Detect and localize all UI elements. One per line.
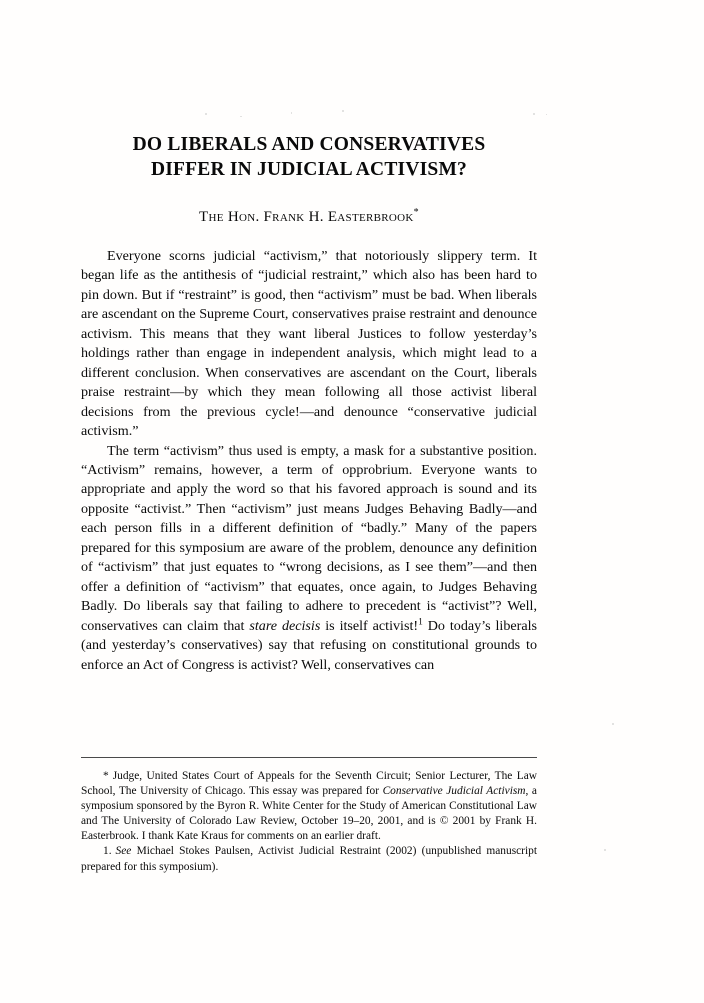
footnote-star-marker: *: [103, 770, 109, 782]
footnote-one: [81, 844, 537, 874]
body-paragraph-2: [81, 442, 537, 675]
see-signal-italic: See: [115, 845, 132, 858]
scan-speckle: [612, 723, 614, 725]
paragraph-2-text-1: The term “activism” thus used is empty, a mask for a substantive position. “Activism” remains, however, a term of opprobrium. Everyone wants to appropriate and apply the word so that his favored approach is sound and its opposite “activist.” Then “activism” just means Judges Behaving Badly—and each person fills in a different definition of “badly.” Many of the papers prepared for this symposium are aware of the problem, denounce any definition of “activism” that just equates to “wrong decisions, as I see them”—and then offer a definition of “activism” that equates, once again, to Judges Behaving Badly. Do liberals say that failing to adhere to precedent is “activist”? Well, conservatives can claim that: [81, 442, 537, 634]
author-name: The Hon. Frank H. Easterbrook: [199, 209, 414, 225]
footnote-star-text-2: , a symposium sponsored by the Byron R. White Center for the Study of American Constitutional Law and The University of Colorado Law Review, October 19–20, 2001, and is © 2001 by Frank H. Easterbrook. I thank Kate Kraus for comments on an earlier draft.: [81, 785, 537, 843]
scan-speckle: [546, 114, 547, 115]
symposium-title-italic: Conservative Judicial Activism: [382, 785, 526, 798]
article-body: [81, 247, 537, 675]
footnote-area: [81, 769, 537, 875]
scan-speckle: [604, 849, 606, 851]
stare-decisis-italic: stare decisis: [249, 617, 321, 634]
paragraph-2-text-3: Do today’s liberals (and yesterday’s conservatives) say that refusing on constitutional grounds to enforce an Act of Congress is activist? Well, conservatives can: [81, 617, 538, 673]
footnote-star: [81, 769, 537, 844]
author-byline: [81, 204, 537, 226]
author-footnote-marker: *: [413, 207, 419, 218]
footnote-reference-1[interactable]: 1: [418, 616, 423, 627]
footnote-star-text-1: Judge, United States Court of Appeals for the Seventh Circuit; Senior Lecturer, The Law School, The University of Chicago. This essay was prepared for: [81, 770, 537, 798]
footnote-separator-rule: [81, 757, 537, 758]
footnote-one-marker: 1.: [103, 845, 112, 858]
text-column: [81, 0, 537, 675]
footnote-one-text: Michael Stokes Paulsen, Activist Judicial Restraint (2002) (unpublished manuscript prepared for this symposium).: [81, 845, 537, 873]
paragraph-2-text-2: is itself activist!: [320, 617, 419, 634]
page-title: [81, 132, 537, 182]
title-line-2: DIFFER IN JUDICIAL ACTIVISM?: [150, 159, 468, 180]
title-line-1: DO LIBERALS AND CONSERVATIVES: [132, 134, 486, 155]
body-paragraph-1: Everyone scorns judicial “activism,” that notoriously slippery term. It began life as the antithesis of “judicial restraint,” which also has been hard to pin down. But if “restraint” is good, then “activism” must be bad. When liberals are ascendant on the Supreme Court, conservatives praise restraint and denounce activism. This means that they want liberal Justices to follow yesterday’s holdings rather than engage in independent analysis, which might lead to a different conclusion. When conservatives are ascendant on the Court, liberals praise restraint—by which they mean following all those activist liberal decisions from the previous cycle!—and denounce “conservative judicial activism.”: [81, 248, 537, 440]
